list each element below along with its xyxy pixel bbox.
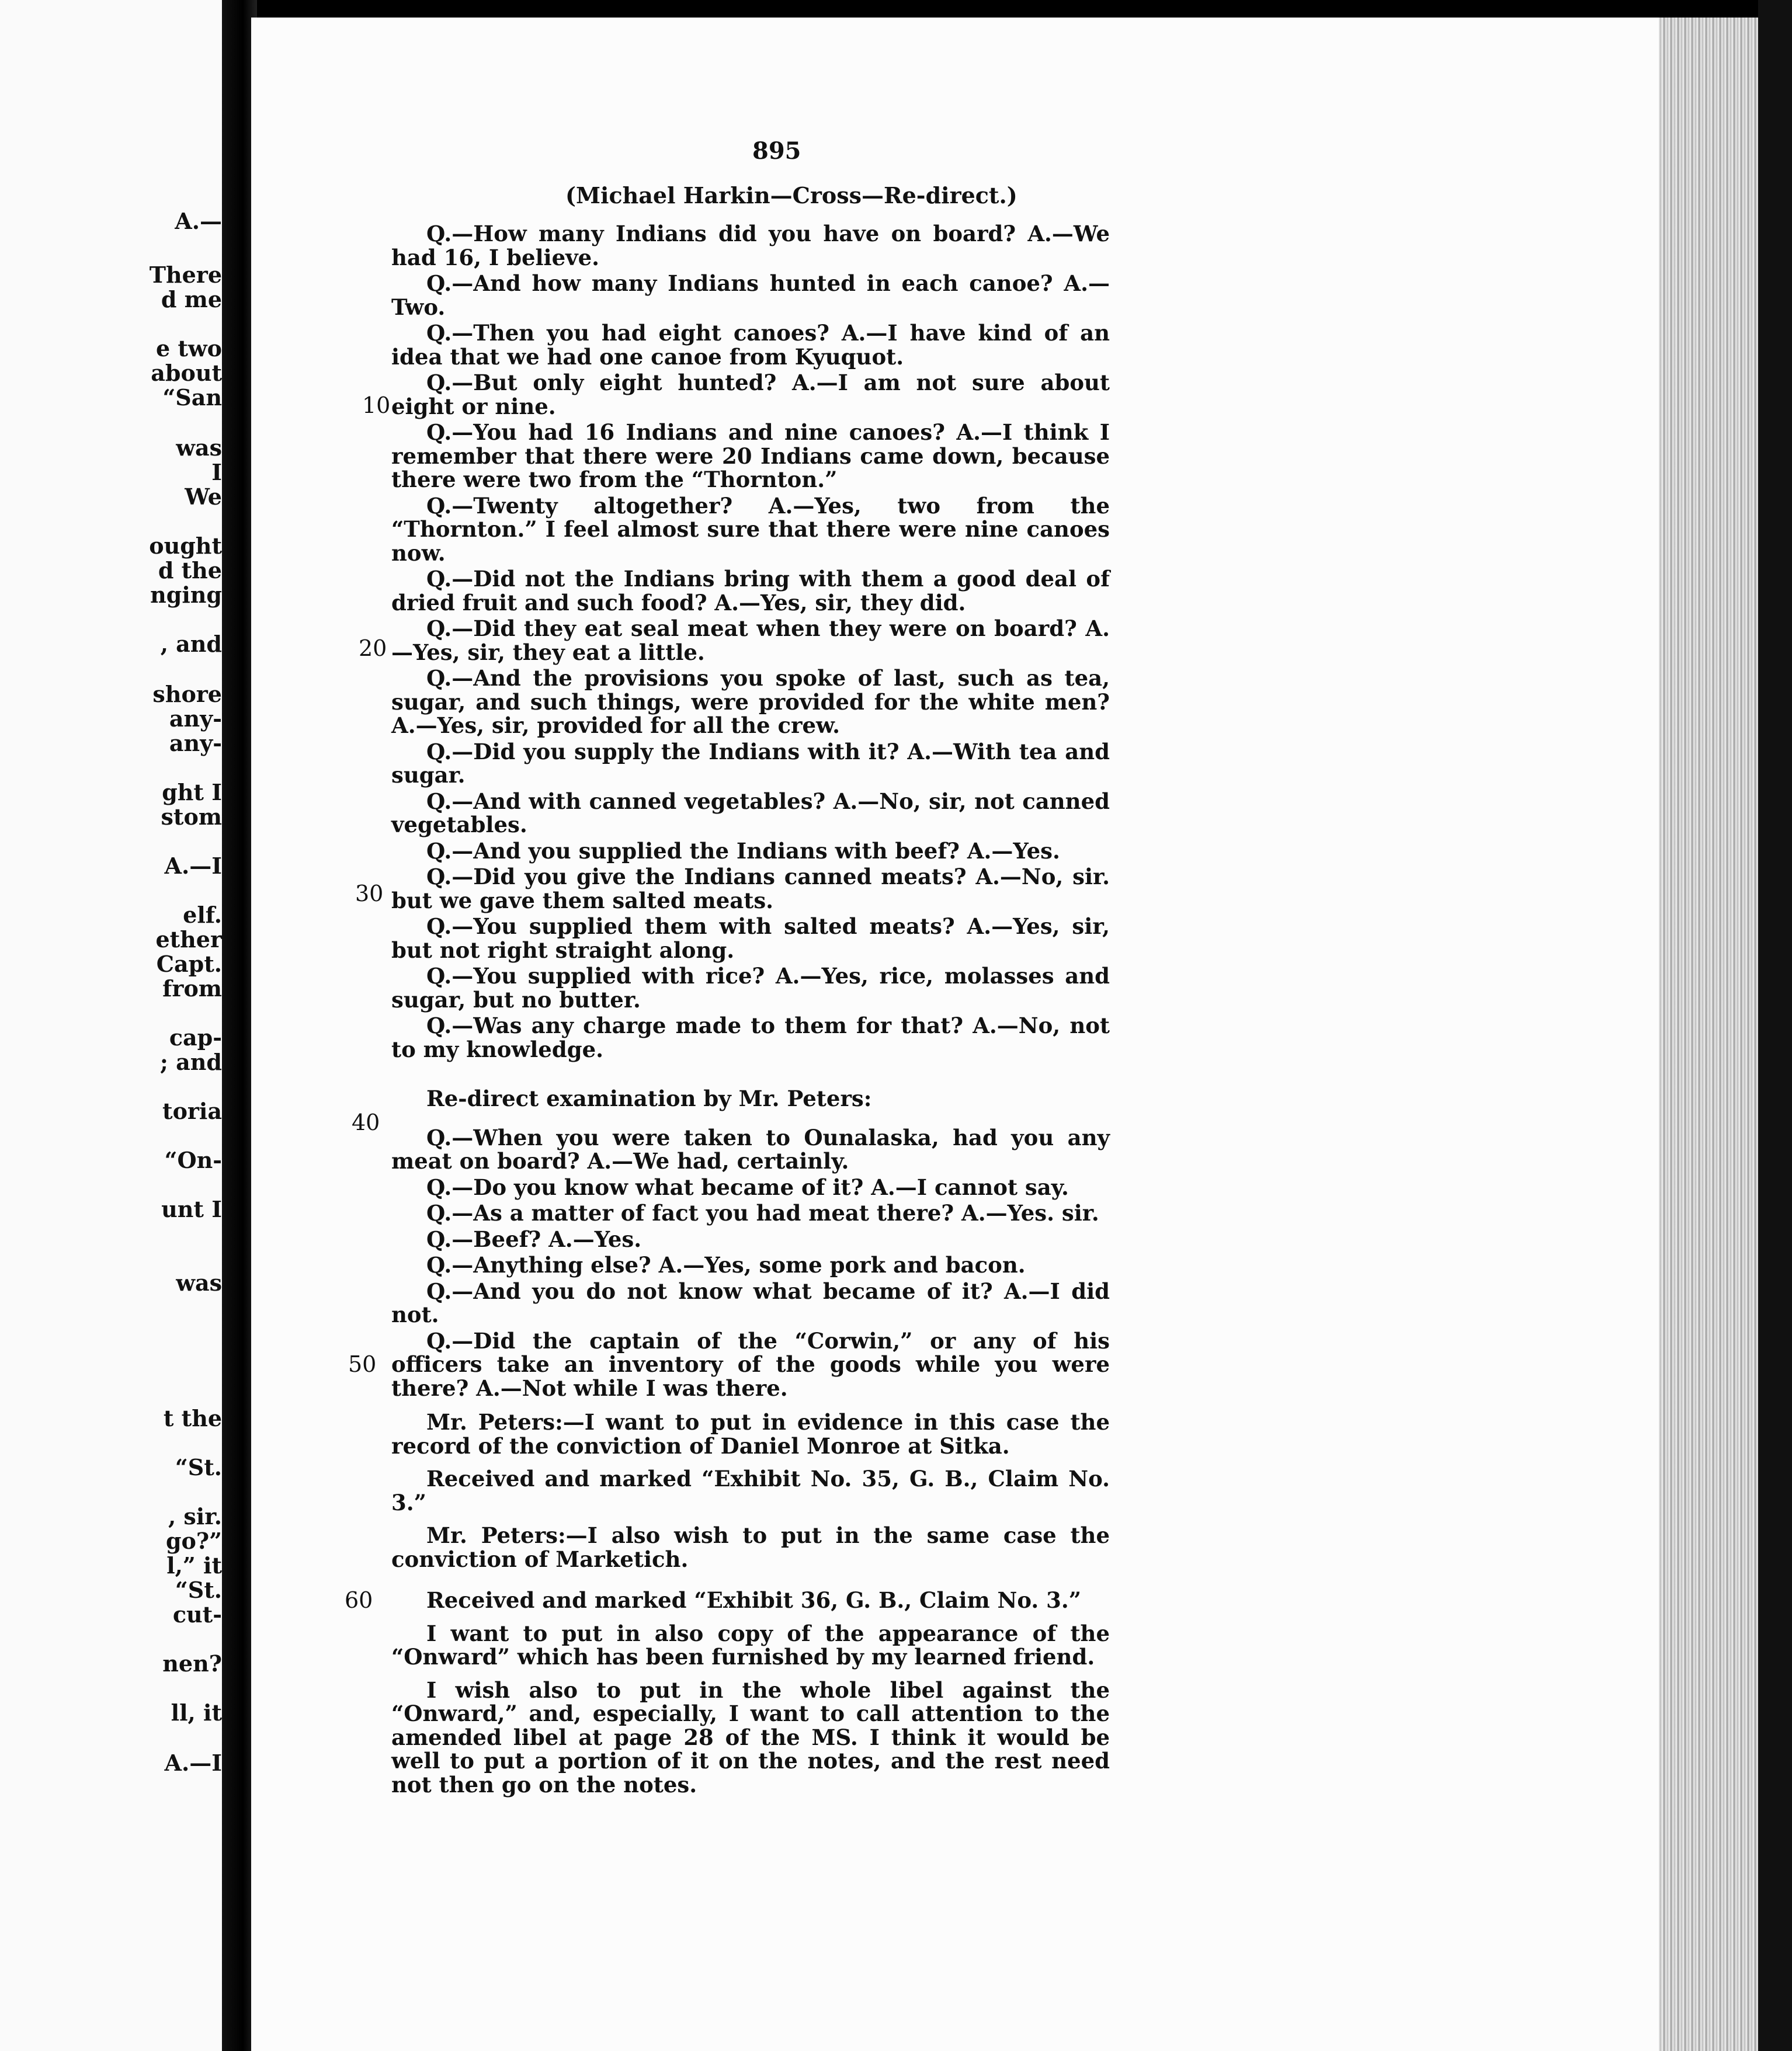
paragraph: Q.—Did you supply the Indians with it? A.—With tea and sugar. — [391, 738, 1110, 788]
left-page-fragment: ght I — [162, 779, 222, 805]
paragraph: Q.—But only eight hunted? A.—I am not sure about eight or nine. — [391, 370, 1110, 419]
left-page-fragment: unt I — [161, 1196, 222, 1222]
left-page-fragment: elf. — [183, 902, 222, 928]
line-number: 60 — [345, 1587, 373, 1613]
paragraph: Q.—Anything else? A.—Yes, some pork and bacon. — [426, 1252, 1026, 1278]
paragraph: Mr. Peters:—I want to put in evidence in this case the record of the conviction of Daniel Monroe at Sitka. — [391, 1409, 1110, 1459]
line-number: 50 — [348, 1351, 377, 1377]
paragraph: Mr. Peters:—I also wish to put in the same case the conviction of Marketich. — [391, 1522, 1110, 1572]
paragraph: Q.—And the provisions you spoke of last, such as tea, sugar, and such things, were provided for the white men? A.—Yes, sir, provided for all the crew. — [391, 665, 1110, 738]
line-number: 30 — [355, 881, 384, 906]
left-page-fragment: any- — [169, 730, 222, 756]
left-page-fragment: from — [162, 975, 222, 1002]
left-page-fragment: ought — [149, 533, 222, 559]
left-page-fragment: , sir. — [168, 1503, 222, 1529]
paragraph: Q.—And with canned vegetables? A.—No, sir, not canned vegetables. — [391, 788, 1110, 837]
left-page-fragment: nen? — [162, 1650, 222, 1677]
left-page-fragment: l,” it — [166, 1552, 222, 1579]
left-page-fragment: A.— — [175, 208, 222, 234]
section-heading: Re-direct examination by Mr. Peters: — [426, 1086, 872, 1111]
paragraph: I want to put in also copy of the appearance of the “Onward” which has been furnished by my learned friend. — [391, 1620, 1110, 1670]
paragraph: Q.—And how many Indians hunted in each canoe? A.—Two. — [391, 270, 1110, 320]
left-page-fragment: Capt. — [156, 951, 222, 977]
paragraph: Q.—How many Indians did you have on board? A.—We had 16, I believe. — [391, 221, 1110, 270]
paragraph: Q.—And you supplied the Indians with beef? A.—Yes. — [426, 837, 1060, 864]
left-page-fragment: “On- — [164, 1147, 222, 1173]
running-header: (Michael Harkin—Cross—Re-direct.) — [565, 182, 1017, 208]
left-page-fragment: , and — [160, 631, 222, 657]
left-page-fragment: A.—I — [164, 853, 222, 879]
paragraph: Q.—You had 16 Indians and nine canoes? A.—I think I remember that there were 20 Indians came down, because there were two from the “Thornton.” — [391, 419, 1110, 492]
line-number: 40 — [352, 1110, 380, 1135]
paragraph: Q.—Beef? A.—Yes. — [426, 1226, 642, 1252]
paragraph: I wish also to put in the whole libel against the “Onward,” and, especially, I want to call attention to the amended libel at page 28 of the MS. I think it would be well to put a portion of it on the notes, and the rest need not then go on the notes. — [391, 1677, 1110, 1798]
paragraph: Q.—And you do not know what became of it? A.—I did not. — [391, 1278, 1110, 1327]
page-number: 895 — [752, 137, 801, 165]
left-page-fragment: “St. — [175, 1577, 222, 1603]
paragraph: Q.—You supplied them with salted meats? A.—Yes, sir, but not right straight along. — [391, 913, 1110, 963]
left-page-fragment: toria — [162, 1098, 222, 1124]
left-page-fragment: stom — [161, 804, 222, 830]
left-page-fragment: There — [149, 262, 222, 288]
left-page-fragment: e two — [155, 335, 222, 361]
left-page-fragment: “San — [162, 384, 222, 411]
paragraph: Q.—Did not the Indians bring with them a good deal of dried fruit and such food? A.—Yes, sir, they did. — [391, 566, 1110, 616]
paragraph: Q.—Did the captain of the “Corwin,” or any of his officers take an inventory of the goods while you were there? A.—Not while I was there. — [391, 1327, 1110, 1401]
left-page-fragment: “St. — [175, 1454, 222, 1480]
paragraph: Q.—As a matter of fact you had meat there? A.—Yes. sir. — [426, 1200, 1099, 1226]
left-page-fragment: was — [176, 1270, 222, 1296]
paragraph: Received and marked “Exhibit No. 35, G. B., Claim No. 3.” — [391, 1466, 1110, 1515]
left-page — [0, 0, 222, 2051]
left-page-fragment: ; and — [159, 1049, 222, 1075]
left-page-fragment: about — [151, 360, 222, 386]
left-page-fragment: cap- — [169, 1024, 222, 1051]
text-block — [391, 222, 1110, 1799]
left-page-fragment: any- — [169, 705, 222, 732]
paragraph: Q.—Did you give the Indians canned meats? A.—No, sir. but we gave them salted meats. — [391, 864, 1110, 913]
left-page-fragment: I — [211, 459, 222, 485]
left-page-fragment: cut- — [172, 1601, 222, 1628]
left-page-fragment: d me — [161, 286, 222, 312]
left-page-fragment: ll, it — [171, 1699, 222, 1726]
left-page-fragment: d the — [158, 557, 222, 583]
left-page-fragment: t the — [163, 1405, 222, 1431]
paragraph: Q.—Did they eat seal meat when they were on board? A.—Yes, sir, they eat a little. — [391, 616, 1110, 665]
left-page-fragment: We — [185, 484, 222, 510]
left-page-fragment: ether — [155, 926, 222, 953]
paragraph: Q.—Was any charge made to them for that? A.—No, not to my knowledge. — [391, 1013, 1110, 1062]
left-page-fragment: was — [176, 434, 222, 461]
left-page-fragment: nging — [150, 582, 222, 608]
line-number: 20 — [359, 635, 387, 661]
line-number: 10 — [362, 392, 391, 418]
paragraph: Q.—Twenty altogether? A.—Yes, two from the “Thornton.” I feel almost sure that there were nine canoes now. — [391, 492, 1110, 566]
paragraph: Q.—Do you know what became of it? A.—I cannot say. — [426, 1174, 1069, 1200]
paragraph: Q.—You supplied with rice? A.—Yes, rice, molasses and sugar, but no butter. — [391, 963, 1110, 1013]
background-edge — [1758, 0, 1792, 2051]
left-page-fragment: A.—I — [164, 1750, 222, 1776]
left-page-fragment: shore — [152, 681, 222, 707]
paragraph: Q.—Then you had eight canoes? A.—I have kind of an idea that we had one canoe from Kyuquot. — [391, 320, 1110, 370]
paragraph: Q.—When you were taken to Ounalaska, had you any meat on board? A.—We had, certainly. — [391, 1124, 1110, 1174]
left-page-fragment: go?” — [165, 1528, 222, 1554]
paragraph: Received and marked “Exhibit 36, G. B., Claim No. 3.” — [426, 1587, 1082, 1613]
